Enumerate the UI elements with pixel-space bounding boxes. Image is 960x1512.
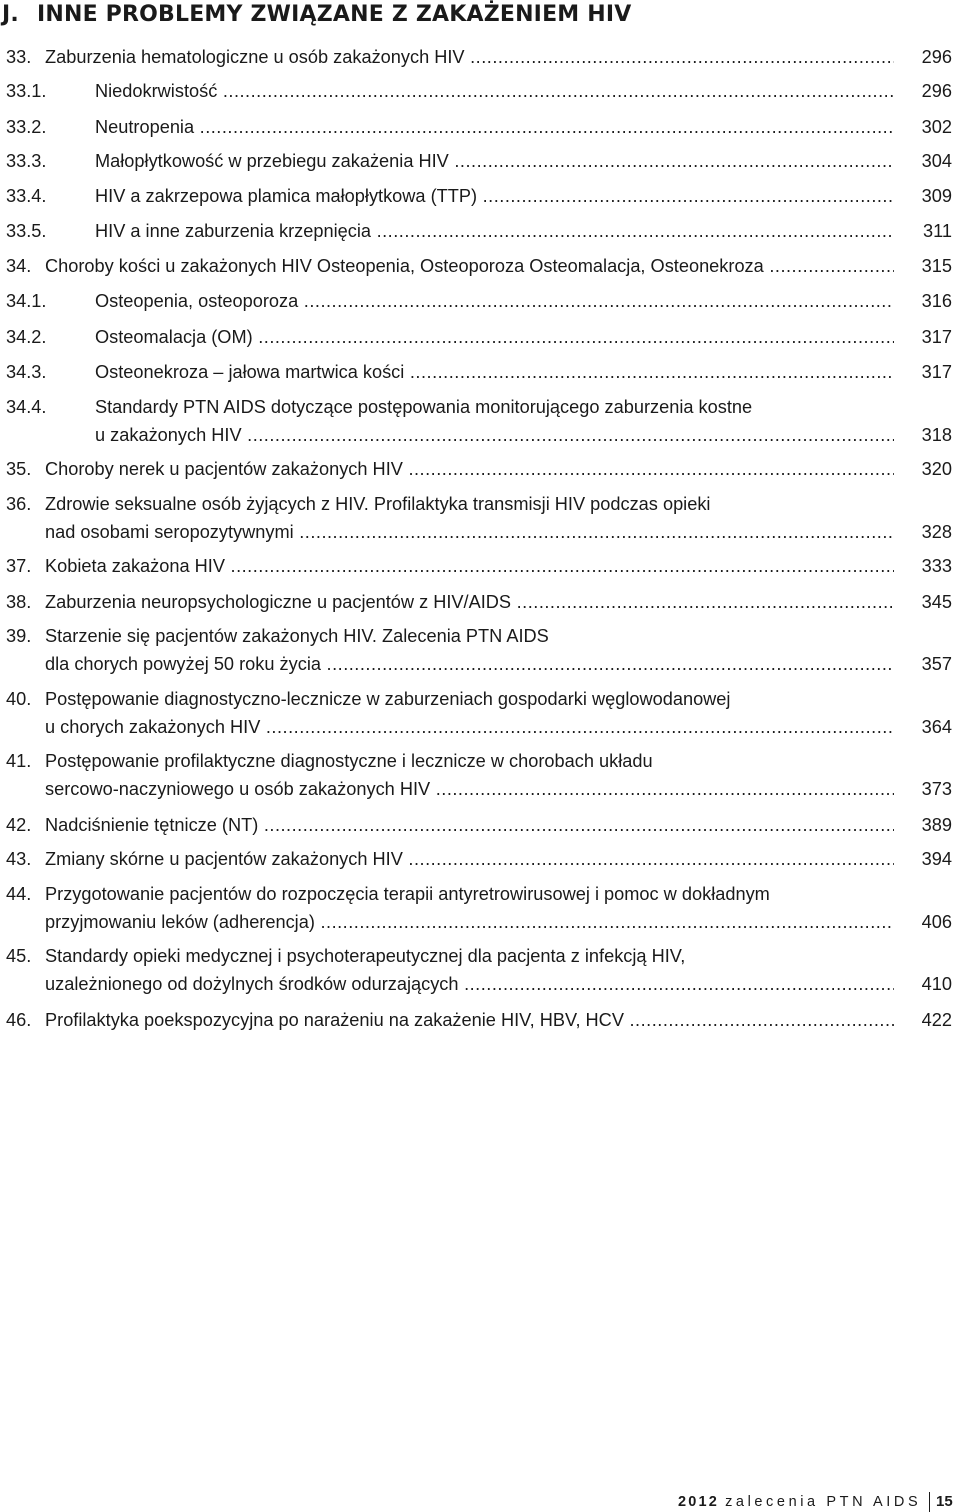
toc-entry-number: 43.: [6, 849, 32, 869]
toc-entry-page: 345: [921, 592, 952, 612]
toc-entry-number: 34.2.: [6, 327, 47, 347]
toc-entry-title: Osteopenia, osteoporoza .....: [95, 287, 894, 315]
toc-entry-number: 34.1.: [6, 291, 47, 311]
toc-entry-title: Neutropenia .....: [95, 113, 894, 141]
toc-entry-title: Zaburzenia hematologiczne u osób zakażonych HIV .....: [45, 43, 894, 71]
footer-caption: [678, 1492, 921, 1512]
toc-entry-title: Przygotowanie pacjentów do rozpoczęcia terapii antyretrowirusowej i pomoc w dokładnym: [45, 884, 770, 904]
toc-entry[interactable]: [0, 77, 952, 105]
toc-entry-title: HIV a inne zaburzenia krzepnięcia .....: [95, 217, 894, 245]
toc-entry-page: 357: [921, 654, 952, 674]
toc-entry[interactable]: [0, 217, 952, 245]
toc-entry-title: Zaburzenia neuropsychologiczne u pacjentów z HIV/AIDS .....: [45, 588, 894, 616]
toc-entry[interactable]: [0, 845, 952, 873]
toc-entry-page: 317: [921, 362, 952, 382]
toc-entry-number: 41.: [6, 751, 32, 771]
toc-entry-page: 296: [921, 47, 952, 67]
toc-entry-number: 37.: [6, 556, 32, 576]
toc-entry-title: Postępowanie profilaktyczne diagnostyczne i lecznicze w chorobach układu: [45, 751, 653, 771]
toc-entry-title-continued: nad osobami seropozytywnymi .....: [45, 518, 894, 546]
toc-entry-number: 33.2.: [6, 117, 47, 137]
toc-entry[interactable]: [0, 552, 952, 580]
toc-entry-title: Standardy PTN AIDS dotyczące postępowania monitorującego zaburzenia kostne: [95, 397, 753, 417]
toc-entry-number: 38.: [6, 592, 32, 612]
toc-entry-title: Zdrowie seksualne osób żyjących z HIV. Profilaktyka transmisji HIV podczas opieki: [45, 494, 711, 514]
toc-entry-title: Osteonekroza – jałowa martwica kości .....: [95, 358, 894, 386]
toc-entry-page: 309: [921, 186, 952, 206]
toc-entry-number: 33.4.: [6, 186, 47, 206]
footer-label: zalecenia PTN AIDS: [725, 1494, 922, 1510]
toc-entry-page: 296: [921, 81, 952, 101]
toc-entry-page: 406: [921, 912, 952, 932]
toc-entry[interactable]: [0, 811, 952, 839]
toc-entry-title: Starzenie się pacjentów zakażonych HIV. Zalecenia PTN AIDS: [45, 626, 549, 646]
toc-entry-page: 422: [921, 1010, 952, 1030]
toc-entry-title-continued: u chorych zakażonych HIV .....: [45, 713, 894, 741]
toc-entry-page: 373: [921, 779, 952, 799]
footer-page-number: 15: [936, 1493, 953, 1510]
toc-entry-page: 318: [921, 425, 952, 445]
toc-entry-title-continued: uzależnionego od dożylnych środków odurzających .....: [45, 970, 894, 998]
toc-entry-page: 315: [921, 256, 952, 276]
toc-entry[interactable]: [0, 588, 952, 616]
toc-entry[interactable]: [0, 880, 952, 936]
toc-entry-page: 410: [921, 974, 952, 994]
toc-entry-number: 33.1.: [6, 81, 47, 101]
toc-entry[interactable]: [0, 182, 952, 210]
toc-entry-page: 394: [921, 849, 952, 869]
toc-entry-page: 333: [921, 556, 952, 576]
toc-entry[interactable]: [0, 455, 952, 483]
toc-entry[interactable]: [0, 323, 952, 351]
section-title: INNE PROBLEMY ZWIĄZANE Z ZAKAŻENIEM HIV: [36, 2, 632, 27]
toc-entry-number: 35.: [6, 459, 32, 479]
toc-entry-title: Choroby kości u zakażonych HIV Osteopenia, Osteoporoza Osteomalacja, Osteonekroza .....: [45, 252, 894, 280]
toc-entry-title: Choroby nerek u pacjentów zakażonych HIV .....: [45, 455, 894, 483]
toc-entry-page: 317: [921, 327, 952, 347]
section-letter: J.: [2, 2, 19, 27]
toc-entry[interactable]: [0, 393, 952, 449]
toc-entry-title: HIV a zakrzepowa plamica małopłytkowa (TTP) .....: [95, 182, 894, 210]
toc-entry[interactable]: [0, 252, 952, 280]
toc-entry-page: 311: [923, 221, 952, 241]
toc-entry-number: 45.: [6, 946, 32, 966]
toc-entry[interactable]: [0, 113, 952, 141]
toc-entry-page: 389: [921, 815, 952, 835]
toc-entry-page: 304: [921, 151, 952, 171]
toc-entry[interactable]: [0, 43, 952, 71]
toc-entry-number: 44.: [6, 884, 32, 904]
toc-entry-title: Kobieta zakażona HIV .....: [45, 552, 894, 580]
toc-entry[interactable]: [0, 685, 952, 741]
toc-entry[interactable]: [0, 147, 952, 175]
toc-entry[interactable]: [0, 490, 952, 546]
toc-entry-number: 46.: [6, 1010, 32, 1030]
page-footer: [0, 1492, 960, 1512]
toc-entry[interactable]: [0, 942, 952, 998]
toc-entry[interactable]: [0, 1006, 952, 1034]
toc-entry-number: 39.: [6, 626, 32, 646]
toc-entry-number: 33.5.: [6, 221, 47, 241]
toc-entry-page: 302: [921, 117, 952, 137]
toc-entry-page: 316: [921, 291, 952, 311]
toc-entry-title-continued: u zakażonych HIV .....: [95, 421, 894, 449]
toc-entry-number: 36.: [6, 494, 32, 514]
toc-entry-page: 320: [921, 459, 952, 479]
toc-entry-title: Profilaktyka poekspozycyjna po narażeniu na zakażenie HIV, HBV, HCV .....: [45, 1006, 894, 1034]
toc-entry-title: Osteomalacja (OM) .....: [95, 323, 894, 351]
toc-entry-number: 33.: [6, 47, 32, 67]
toc-entry-page: 328: [921, 522, 952, 542]
toc-entry-title-continued: sercowo-naczyniowego u osób zakażonych HIV .....: [45, 775, 894, 803]
toc-entry-number: 34.3.: [6, 362, 47, 382]
toc-entry-number: 33.3.: [6, 151, 47, 171]
toc-entry-title: Niedokrwistość .....: [95, 77, 894, 105]
footer-year: 2012: [678, 1494, 720, 1510]
toc-entry[interactable]: [0, 358, 952, 386]
toc-entry-title: Nadciśnienie tętnicze (NT) .....: [45, 811, 894, 839]
toc-entry-number: 40.: [6, 689, 32, 709]
toc-entry-title: Standardy opieki medycznej i psychoterapeutycznej dla pacjenta z infekcją HIV,: [45, 946, 686, 966]
toc-entry[interactable]: [0, 622, 952, 678]
toc-entry-number: 42.: [6, 815, 32, 835]
toc-entry-title: Małopłytkowość w przebiegu zakażenia HIV .....: [95, 147, 894, 175]
toc-entry-number: 34.: [6, 256, 32, 276]
toc-entry-title-continued: przyjmowaniu leków (adherencja) .....: [45, 908, 894, 936]
toc-entry-title-continued: dla chorych powyżej 50 roku życia .....: [45, 650, 894, 678]
footer-divider: [929, 1492, 930, 1512]
toc-entry[interactable]: [0, 287, 952, 315]
toc-entry-title: Zmiany skórne u pacjentów zakażonych HIV .....: [45, 845, 894, 873]
toc-entry-number: 34.4.: [6, 397, 47, 417]
toc-entry-title: Postępowanie diagnostyczno-lecznicze w zaburzeniach gospodarki węglowodanowej: [45, 689, 731, 709]
toc-entry-page: 364: [921, 717, 952, 737]
toc-entry[interactable]: [0, 747, 952, 803]
